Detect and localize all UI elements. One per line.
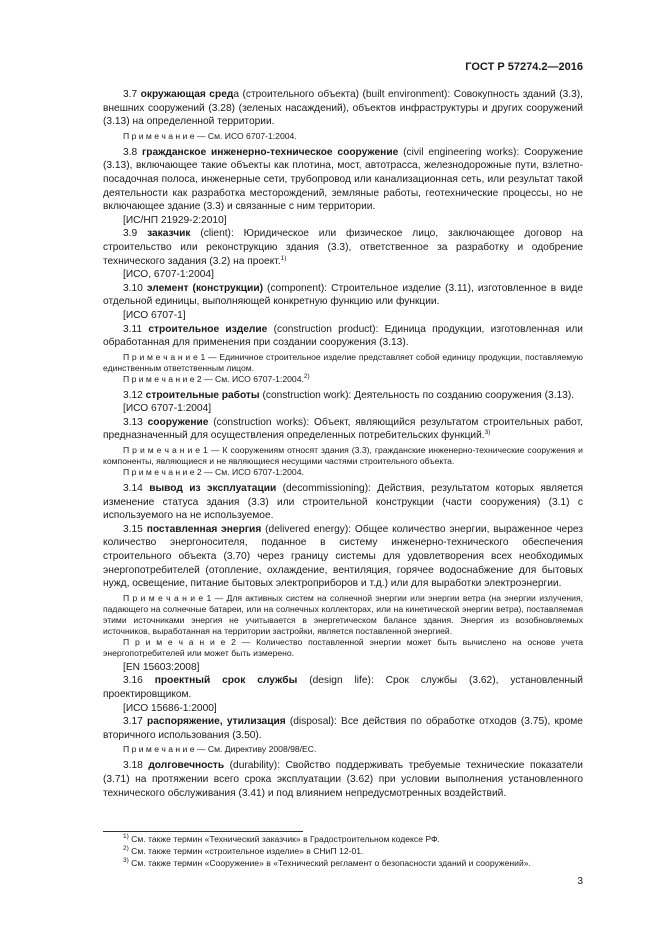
entry-number: 3.11 xyxy=(123,323,143,335)
definition: (строительного объекта) (built environment): Совокупность зданий (3.3), внешних сооружений (3.28) (зеленых насаждений), объектов инфраструктуры и других сооружений (3.13) на определенной территории. xyxy=(103,89,583,128)
footnote-text: См. также термин «Технический заказчик» в Градостроительном кодексе РФ. xyxy=(128,834,440,844)
entry-number: 3.8 xyxy=(123,146,138,158)
footnote-mark: 2) xyxy=(303,372,310,380)
entry-number: 3.15 xyxy=(123,523,143,535)
entry-3-15 xyxy=(103,523,583,591)
term-tail: а xyxy=(233,89,240,100)
definition: (component): Строительное изделие (3.11), изготовленное в виде отдельной единицы, выполняющей конкретную функцию или функции. xyxy=(103,282,583,308)
term: гражданское инженерно-техническое сооружение xyxy=(142,146,399,158)
entry-number: 3.16 xyxy=(123,675,143,687)
footnote-text: См. также термин «строительное изделие» в СНиП 12-01. xyxy=(128,845,364,856)
definition: (delivered energy): Общее количество энергии, выраженное через количество энергоносителя, поданное в систему инженерно-технического обеспечения строительного объекта (3.70) через границу системы для удовлетворения всех необходимых энергопотребителей (отопление, охлаждение, вентиляция, горячее водоснабжение для бытовых нужд, освещение, питание бытовых электроприборов и т.д.) или для выработки электроэнергии. xyxy=(103,523,584,590)
term: распоряжение, утилизация xyxy=(147,716,286,728)
entry-3-14 xyxy=(103,482,583,523)
entry-3-12 xyxy=(103,389,583,403)
term: вывод из эксплуатации xyxy=(149,483,277,495)
note-2: П р и м е ч а н и е 2 — Количество поставленной энергии может быть вычислено на основе учета энергопотребителей или может быть измерено. xyxy=(103,636,583,658)
term: элемент (конструкции) xyxy=(146,282,263,294)
note: П р и м е ч а н и е — См. Директиву 2008/98/ЕС. xyxy=(123,744,317,755)
footnote-divider xyxy=(103,831,303,832)
term: строительные работы xyxy=(145,389,260,401)
note-text: П р и м е ч а н и е 2 — См. ИСО 6707-1:2004. xyxy=(123,373,304,384)
entry-number: 3.13 xyxy=(123,416,143,428)
entry-3-11 xyxy=(103,323,583,350)
entry-number: 3.14 xyxy=(123,483,143,495)
standard-id: ГОСТ Р 57274.2—2016 xyxy=(465,61,583,73)
terms-section xyxy=(103,61,583,800)
note: П р и м е ч а н и е — См. ИСО 6707-1:2004. xyxy=(123,130,297,141)
source-reference: [ИСО 6707-1:2004] xyxy=(123,403,212,415)
definition: (design life): Срок службы (3.62), установленный проектировщиком. xyxy=(103,675,583,700)
footnote-mark: 1) xyxy=(280,254,287,262)
entry-3-9 xyxy=(103,227,583,268)
note-2: П р и м е ч а н и е 2 — См. ИСО 6707-1:2004. xyxy=(123,467,304,478)
footnotes xyxy=(103,831,583,869)
term: долговечность xyxy=(148,760,225,772)
term: окружающая сред xyxy=(140,89,234,100)
term: поставленная энергия xyxy=(146,523,262,535)
definition: (civil engineering works): Сооружение (3.13), включающее такие объекты как плотина, мост, автотрасса, железнодорожные пути, взлетно-посадочная полоса, инженерные сети, трубопровод или канализационная сеть, или результат такой деятельности как разработка месторождений, земляные работы, геотехнические процессы, но не включающее здание (3.3) и связанные с ним территории. xyxy=(103,146,583,213)
page-number: 3 xyxy=(577,876,583,887)
entry-3-16 xyxy=(103,674,583,701)
footnote-3 xyxy=(103,858,583,870)
entry-number: 3.7 xyxy=(123,89,138,100)
definition: (construction work): Деятельность по созданию сооружения (3.13). xyxy=(259,389,575,401)
source-reference: [ИС/НП 21929-2:2010] xyxy=(123,214,227,226)
definition: (disposal): Все действия по обработке отходов (3.75), кроме вторичного использования (3.50). xyxy=(103,716,583,741)
entry-number: 3.17 xyxy=(123,716,143,728)
footnote-mark: 2) xyxy=(123,844,129,852)
source-reference: [EN 15603:2008] xyxy=(123,661,200,673)
entry-3-7 xyxy=(103,88,583,129)
entry-number: 3.10 xyxy=(123,282,143,294)
note-1: П р и м е ч а н и е 1 — Единичное строительное изделие представляет собой единицу продукции, поставляемую единственным ответственным лицом. xyxy=(103,351,583,373)
term: строительное изделие xyxy=(148,323,268,335)
definition: (client): Юридическое или физическое лицо, заключающее договор на строительство или реконструкцию здания (3.3), ответственное за разработку и одобрение технического задания (3.2) на проект. xyxy=(103,228,583,267)
definition: (durability): Свойство поддерживать требуемые технические показатели (3.71) на протяжении всего срока эксплуатации (3.62) при условии выполнения установленного технического обслуживания (3.41) и под влиянием непредусмотренных воздействий. xyxy=(103,760,583,799)
entry-number: 3.18 xyxy=(123,760,143,772)
source-reference: [ИСО 6707-1] xyxy=(123,309,186,321)
entry-3-10 xyxy=(103,282,583,309)
term: сооружение xyxy=(147,416,209,428)
entry-3-17 xyxy=(103,715,583,742)
footnote-2 xyxy=(103,846,583,858)
note-1: П р и м е ч а н и е 1 — Для активных систем на солнечной энергии или энергии ветра (на энергии излучения, падающего на солнечные батареи, или на солнечных коллекторах, или на кинетической энергии ветра), поставляемая этими источниками энергия не учитывается в энергетическом балансе здания. Энергия из возобновляемых источников, выработанная на территории застройки, является поставленной энергией. xyxy=(103,592,583,636)
source-reference: [ИСО 15686-1:2000] xyxy=(123,702,217,714)
entry-3-18 xyxy=(103,759,583,800)
footnote-text: См. также термин «Сооружение» в «Технический регламент о безопасности зданий и сооружений». xyxy=(128,857,531,868)
entry-3-13 xyxy=(103,416,583,443)
entry-number: 3.12 xyxy=(123,389,143,401)
definition: (construction product): Единица продукции, изготовленная или обработанная для применения при создании сооружения (3.13). xyxy=(103,323,583,349)
term: заказчик xyxy=(147,228,191,240)
footnote-mark: 3) xyxy=(123,856,129,864)
definition: (construction works): Объект, являющийся результатом строительных работ, предназначенный для осуществления определенных потребительских функций. xyxy=(103,416,583,442)
definition: (decommissioning): Действия, результатом которых является изменение статуса здания (3.3) или строительной конструкции (части сооружения) (3.1) с используемого на не используемое. xyxy=(103,483,583,522)
entry-number: 3.9 xyxy=(123,228,138,240)
term: проектный срок службы xyxy=(154,675,298,687)
source-reference: [ИСО, 6707-1:2004] xyxy=(123,269,214,281)
entry-3-8 xyxy=(103,146,583,214)
footnote-mark: 3) xyxy=(484,429,491,437)
note-2 xyxy=(103,374,583,385)
footnote-1 xyxy=(103,834,583,846)
note-1: П р и м е ч а н и е 1 — К сооружениям относят здания (3.3), гражданские инженерно-технические сооружения и компоненты, являющиеся и не являющиеся несущими частями строительного объекта. xyxy=(103,445,583,467)
footnote-mark: 1) xyxy=(123,833,129,840)
